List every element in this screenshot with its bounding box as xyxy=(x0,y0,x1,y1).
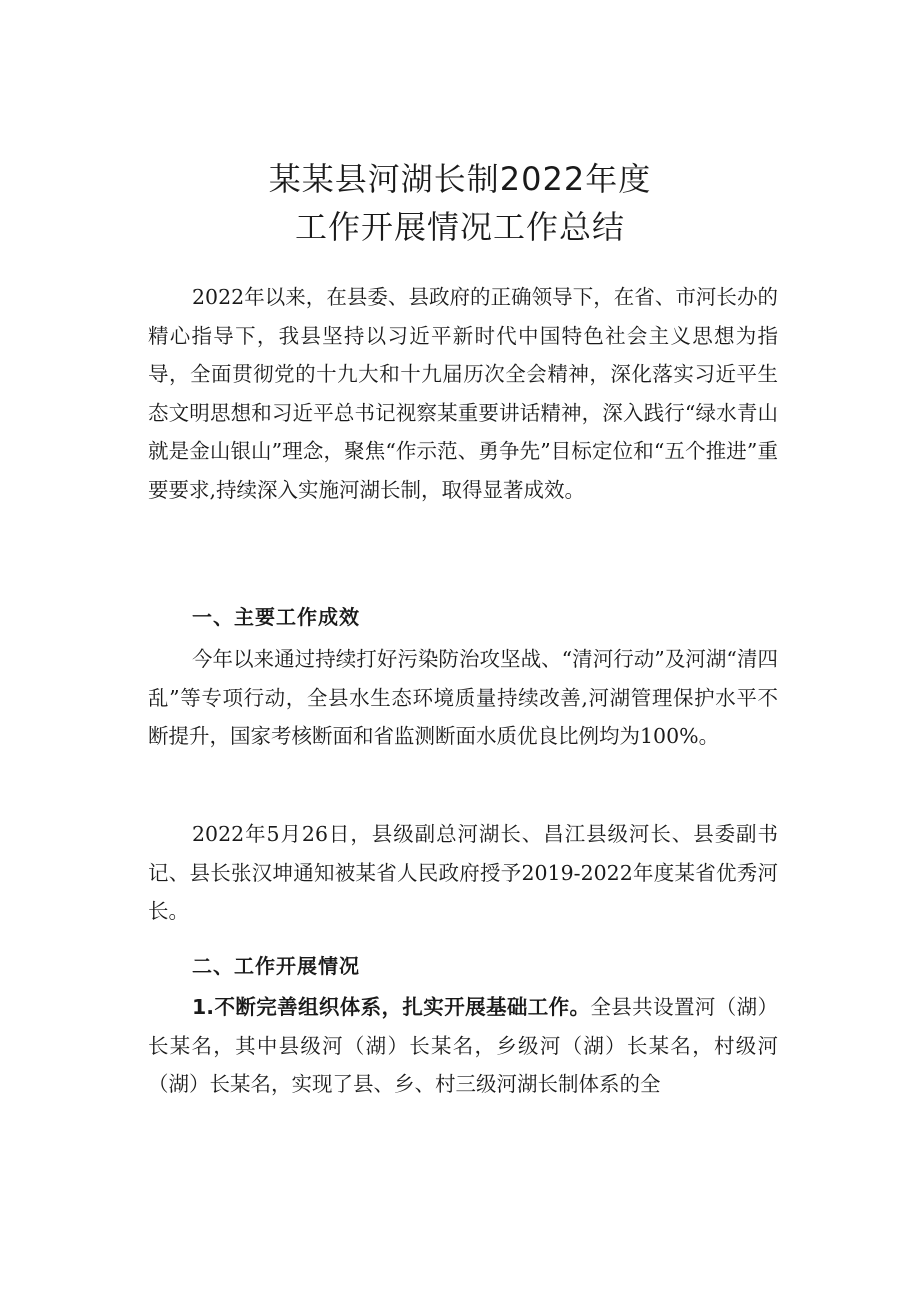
section1-heading: 一、主要工作成效 xyxy=(192,605,360,629)
document-title-line2: 工作开展情况工作总结 xyxy=(294,208,625,246)
section1-paragraph2: 2022年5月26日，县级副总河湖长、昌江县级河长、县委副书记、县长张汉坤通知被某省人民政府授予2019-2022年度某省优秀河长。 xyxy=(148,822,778,923)
intro-paragraph: 2022年以来，在县委、县政府的正确领导下，在省、市河长办的精心指导下，我县坚持以习近平新时代中国特色社会主义思想为指导，全面贯彻党的十九大和十九届历次全会精神，深化落实习近平生态文明思想和习近平总书记视察某重要讲话精神，深入践行“绿水青山就是金山银山”理念，聚焦“作示范、勇争先”目标定位和“五个推进”重要要求,持续深入实施河湖长制，取得显著成效。 xyxy=(148,285,778,502)
item1-paragraph xyxy=(148,988,778,1104)
section1-paragraph1: 今年以来通过持续打好污染防治攻坚战、“清河行动”及河湖“清四乱”等专项行动，全县水生态环境质量持续改善,河湖管理保护水平不断提升，国家考核断面和省监测断面水质优良比例均为100%。 xyxy=(148,647,778,748)
item1-lead: 1.不断完善组织体系，扎实开展基础工作。 xyxy=(192,995,591,1019)
document-title-line1: 某某县河湖长制2022年度 xyxy=(268,160,652,198)
item1-text: 全县共设置河（湖）长某名，其中县级河（湖）长某名，乡级河（湖）长某名，村级河（湖）长某名，实现了县、乡、村三级河湖长制体系的全 xyxy=(148,995,778,1096)
section2-heading: 二、工作开展情况 xyxy=(192,954,360,978)
